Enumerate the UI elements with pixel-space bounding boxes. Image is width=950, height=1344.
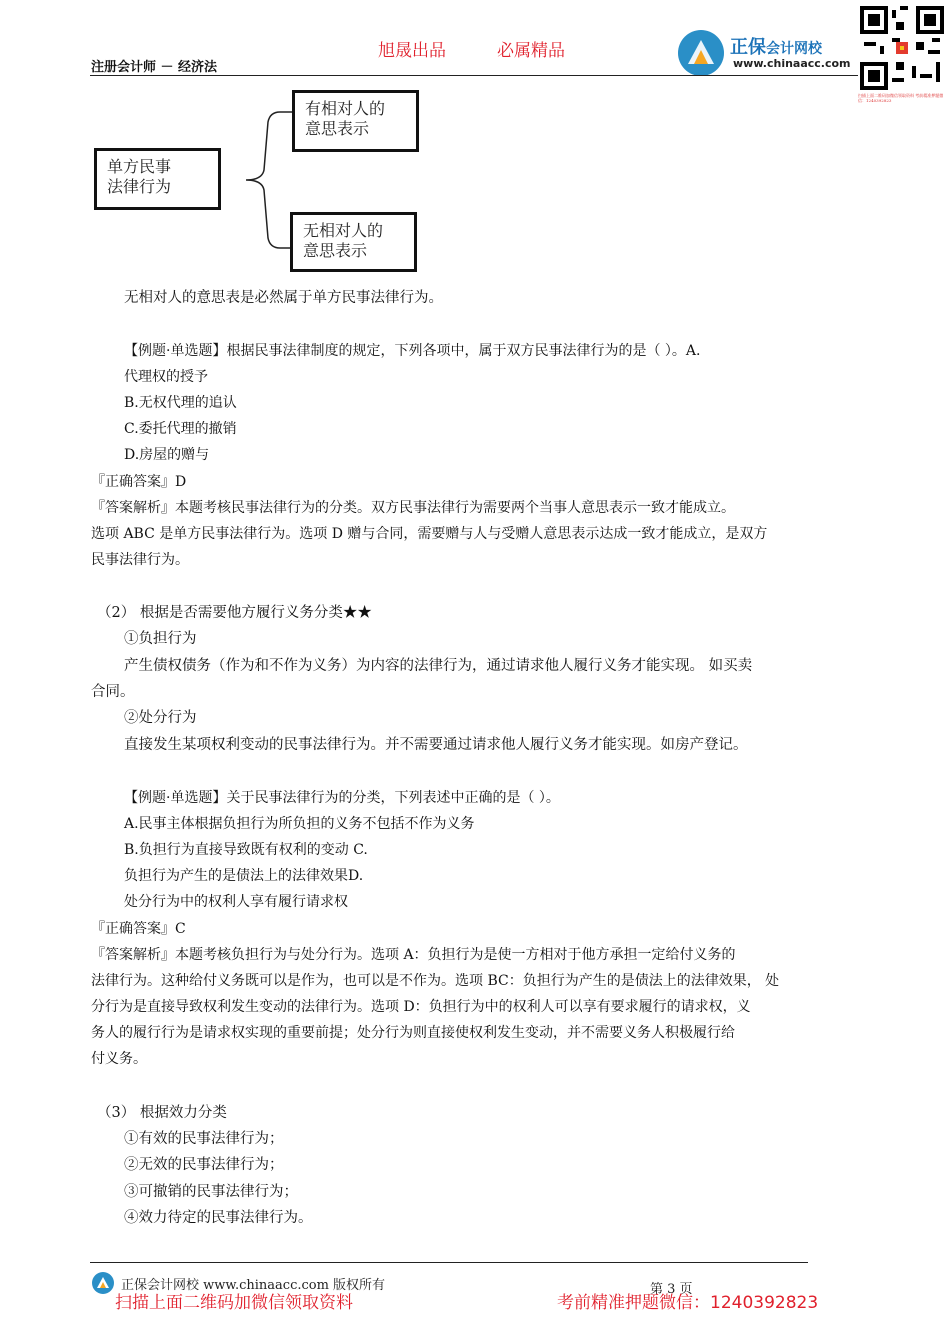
example-2-question: 【例题·单选题】关于民事法律行为的分类，下列表述中正确的是（ ）。 xyxy=(124,790,560,806)
qr-caption: 扫描上面二维码加微信领取资料 考前精准押题微信：1240392823 xyxy=(858,93,944,103)
body-line: 合同。 xyxy=(91,684,135,700)
example-1-option-d: D.房屋的赠与 xyxy=(124,447,210,463)
diagram-bottom-line2: 意思表示 xyxy=(303,241,368,260)
diagram-root-line1: 单方民事 xyxy=(107,157,172,176)
header-slogan-2: 必属精品 xyxy=(497,41,565,61)
body-line: 无相对人的意思表是必然属于单方民事法律行为。 xyxy=(124,290,443,306)
diagram-top-line2: 意思表示 xyxy=(305,119,370,138)
diagram-brace xyxy=(222,108,294,258)
diagram-bottom-line1: 无相对人的 xyxy=(303,221,384,240)
qr-code-icon xyxy=(860,6,944,90)
example-1-analysis: 『答案解析』本题考核民事法律行为的分类。双方民事法律行为需要两个当事人意思表示一致才能成立。 xyxy=(91,500,735,516)
promo-left: 扫描上面二维码加微信领取资料 xyxy=(115,1293,353,1313)
footer-divider xyxy=(90,1262,808,1263)
example-2-analysis: 付义务。 xyxy=(91,1051,147,1067)
example-2-analysis: 务人的履行行为是请求权实现的重要前提；处分行为则直接使权利发生变动，并不需要义务人积极履行给 xyxy=(91,1025,735,1041)
brand-logo-text: 正保会计网校 xyxy=(730,37,822,58)
example-2-option: 负担行为产生的是债法上的法律效果D. xyxy=(124,868,364,884)
footer-page-number: 第 3 页 xyxy=(650,1282,693,1297)
footer-logo-icon xyxy=(92,1272,114,1294)
brand-url: www.chinaacc.com xyxy=(733,57,851,70)
list-item: ④效力待定的民事法律行为。 xyxy=(124,1210,313,1226)
diagram-top-box xyxy=(292,90,419,152)
footer-copyright: 正保会计网校 www.chinaacc.com 版权所有 xyxy=(121,1278,386,1293)
example-1-option-c: C.委托代理的撤销 xyxy=(124,421,237,437)
example-2-analysis: 分行为是直接导致权利发生变动的法律行为。选项 D：负担行为中的权利人可以享有要求履行的请求权，义 xyxy=(91,999,751,1015)
promo-right: 考前精准押题微信：1240392823 xyxy=(557,1293,819,1313)
header-divider xyxy=(90,75,858,76)
example-1-question: 【例题·单选题】根据民事法律制度的规定，下列各项中，属于双方民事法律行为的是（ ）。A. xyxy=(124,343,701,359)
example-1-analysis: 选项 ABC 是单方民事法律行为。选项 D 赠与合同，需要赠与人与受赠人意思表示达成一致才能成立，是双方 xyxy=(91,526,768,542)
example-2-answer: 『正确答案』C xyxy=(91,921,186,937)
body-line: 直接发生某项权利变动的民事法律行为。并不需要通过请求他人履行义务才能实现。如房产登记。 xyxy=(124,737,748,753)
example-2-option: B.负担行为直接导致既有权利的变动 C. xyxy=(124,842,368,858)
example-2-option: 处分行为中的权利人享有履行请求权 xyxy=(124,894,348,910)
example-1-option-a: 代理权的授予 xyxy=(124,369,208,385)
list-item: ①有效的民事法律行为； xyxy=(124,1131,284,1147)
brand-logo-icon xyxy=(678,30,724,76)
section-heading-2: （2） 根据是否需要他方履行义务分类★★ xyxy=(97,605,372,621)
header-subject: 注册会计师 － 经济法 xyxy=(91,60,218,75)
example-1-analysis: 民事法律行为。 xyxy=(91,552,189,568)
list-item: ②无效的民事法律行为； xyxy=(124,1157,284,1173)
header-slogan-1: 旭晟出品 xyxy=(378,41,446,61)
example-2-analysis: 法律行为。这种给付义务既可以是作为，也可以是不作为。选项 BC：负担行为产生的是债法上的法律效果， 处 xyxy=(91,973,780,989)
example-1-option-b: B.无权代理的追认 xyxy=(124,395,237,411)
example-2-option: A.民事主体根据负担行为所负担的义务不包括不作为义务 xyxy=(124,816,475,832)
diagram-top-line1: 有相对人的 xyxy=(305,99,386,118)
section-heading-3: （3） 根据效力分类 xyxy=(97,1105,227,1121)
diagram-root-line2: 法律行为 xyxy=(107,177,172,196)
example-2-analysis: 『答案解析』本题考核负担行为与处分行为。选项 A：负担行为是使一方相对于他方承担一定给付义务的 xyxy=(91,947,736,963)
diagram-bottom-box xyxy=(290,212,417,272)
example-1-answer: 『正确答案』D xyxy=(91,474,187,490)
subheading-burden: ①负担行为 xyxy=(124,631,197,647)
diagram-root-box xyxy=(94,148,221,210)
list-item: ③可撤销的民事法律行为； xyxy=(124,1184,298,1200)
body-line: 产生债权债务（作为和不作为义务）为内容的法律行为，通过请求他人履行义务才能实现。 如买卖 xyxy=(124,658,753,674)
subheading-disposal: ②处分行为 xyxy=(124,710,197,726)
